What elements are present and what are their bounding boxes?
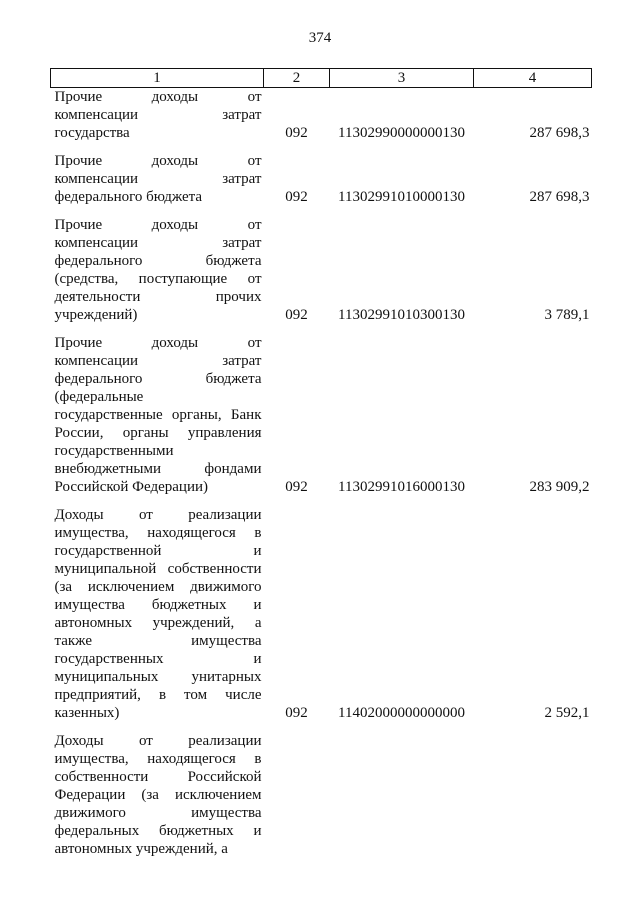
- table-row: [51, 334, 592, 506]
- revenue-name-line: Доходы от реализации: [54, 507, 262, 523]
- column-header-4: 4: [474, 69, 592, 88]
- revenue-name-line: Федерации (за исключением: [54, 787, 262, 803]
- admin-code-cell: [264, 732, 330, 868]
- table-body: [51, 88, 592, 869]
- admin-code-cell: 092: [285, 479, 308, 495]
- column-header-3: 3: [330, 69, 474, 88]
- amount-cell: 287 698,3: [529, 125, 590, 141]
- revenue-code-cell: 11302991010000130: [338, 189, 465, 205]
- revenue-name-line: России, органы управления: [54, 425, 262, 441]
- amount-cell: 2 592,1: [544, 705, 590, 721]
- page-number: 374: [308, 30, 332, 46]
- revenue-name-cell: [51, 152, 264, 216]
- table-header-row: [51, 69, 592, 88]
- revenue-name-line: собственности Российской: [54, 769, 262, 785]
- table-row: [51, 152, 592, 216]
- revenue-name-line: федерального бюджета: [54, 371, 262, 387]
- column-header-2: 2: [264, 69, 330, 88]
- revenue-name-line: деятельности прочих: [54, 289, 262, 305]
- revenue-name-line: автономных учреждений, а: [54, 841, 228, 857]
- revenue-name-line: (средства, поступающие от: [54, 271, 262, 287]
- revenue-code-cell: [330, 732, 474, 868]
- revenue-name-line: государственными: [54, 443, 174, 459]
- table-row: [51, 732, 592, 868]
- revenue-name-line: государственных и: [54, 651, 262, 667]
- revenue-name-cell: [51, 732, 264, 868]
- revenue-name-line: (за исключением движимого: [54, 579, 262, 595]
- amount-cell: [474, 732, 592, 868]
- revenue-name-line: учреждений): [54, 307, 138, 323]
- revenue-name-line: имущества, находящегося в: [54, 525, 262, 541]
- revenue-table: [50, 68, 592, 868]
- revenue-name-line: (федеральные: [54, 389, 144, 405]
- revenue-name-line: Доходы от реализации: [54, 733, 262, 749]
- revenue-name-line: федеральных бюджетных и: [54, 823, 262, 839]
- table-row: [51, 216, 592, 334]
- revenue-code-cell: 11402000000000000: [338, 705, 465, 721]
- revenue-name-line: компенсации затрат: [54, 235, 262, 251]
- revenue-name-line: Прочие доходы от: [54, 89, 262, 105]
- admin-code-cell: 092: [285, 125, 308, 141]
- revenue-name-line: Прочие доходы от: [54, 217, 262, 233]
- revenue-name-line: муниципальных унитарных: [54, 669, 262, 685]
- table-row: [51, 88, 592, 153]
- revenue-name-line: государственной и: [54, 543, 262, 559]
- revenue-name-line: компенсации затрат: [54, 171, 262, 187]
- revenue-name-cell: [51, 506, 264, 732]
- amount-cell: 3 789,1: [544, 307, 590, 323]
- revenue-name-line: имущества бюджетных и: [54, 597, 262, 613]
- revenue-name-line: государственные органы, Банк: [54, 407, 262, 423]
- revenue-name-cell: [51, 334, 264, 506]
- revenue-name-cell: [51, 216, 264, 334]
- revenue-name-cell: [51, 88, 264, 153]
- revenue-code-cell: 11302991010300130: [338, 307, 465, 323]
- revenue-name-line: Прочие доходы от: [54, 335, 262, 351]
- amount-cell: 287 698,3: [529, 189, 590, 205]
- revenue-name-line: предприятий, в том числе: [54, 687, 262, 703]
- revenue-name-line: автономных учреждений, а: [54, 615, 262, 631]
- revenue-name-line: федерального бюджета: [54, 253, 262, 269]
- column-header-1: 1: [51, 69, 264, 88]
- revenue-name-line: казенных): [54, 705, 120, 721]
- revenue-name-line: компенсации затрат: [54, 107, 262, 123]
- admin-code-cell: 092: [285, 705, 308, 721]
- revenue-code-cell: 11302991016000130: [338, 479, 465, 495]
- admin-code-cell: 092: [285, 307, 308, 323]
- revenue-name-line: федерального бюджета: [54, 189, 203, 205]
- revenue-name-line: движимого имущества: [54, 805, 262, 821]
- revenue-name-line: муниципальной собственности: [54, 561, 262, 577]
- admin-code-cell: 092: [285, 189, 308, 205]
- revenue-name-line: также имущества: [54, 633, 262, 649]
- table-row: [51, 506, 592, 732]
- revenue-name-line: Прочие доходы от: [54, 153, 262, 169]
- revenue-code-cell: 11302990000000130: [338, 125, 465, 141]
- revenue-name-line: государства: [54, 125, 130, 141]
- revenue-name-line: Российской Федерации): [54, 479, 209, 495]
- revenue-name-line: имущества, находящегося в: [54, 751, 262, 767]
- amount-cell: 283 909,2: [529, 479, 590, 495]
- revenue-name-line: компенсации затрат: [54, 353, 262, 369]
- revenue-name-line: внебюджетными фондами: [54, 461, 262, 477]
